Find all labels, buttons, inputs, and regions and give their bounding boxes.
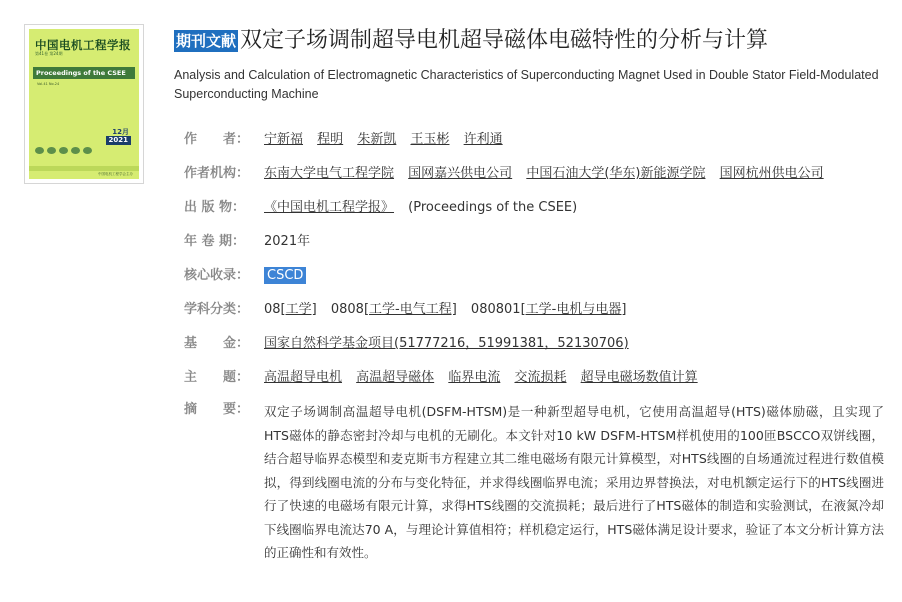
title-row — [174, 26, 892, 56]
subject-link[interactable]: [工学-电机与电器] — [520, 302, 627, 317]
abstract-row — [184, 400, 884, 565]
fund-label: 基 金： — [184, 336, 250, 351]
cover-publisher: 中国电机工程学会主办 — [98, 172, 133, 176]
affiliation-link[interactable]: 中国石油大学(华东)新能源学院 — [526, 166, 706, 181]
authors-label: 作 者： — [184, 132, 250, 147]
abstract-label: 摘 要： — [184, 402, 250, 417]
year-value: 2021年 — [264, 234, 311, 249]
logo-icon — [71, 147, 80, 154]
topic-link[interactable]: 高温超导磁体 — [356, 370, 435, 385]
cover-strip — [29, 166, 139, 171]
year-row — [184, 232, 884, 252]
core-badge: CSCD — [264, 267, 306, 284]
affiliation-link[interactable]: 国网杭州供电公司 — [719, 166, 824, 181]
topic-link[interactable]: 交流损耗 — [514, 370, 567, 385]
cover-subtitle: 第41卷 第24期 — [35, 51, 63, 56]
journal-article-tag: 期刊文献 — [176, 32, 237, 50]
affiliations-row — [184, 164, 884, 184]
affiliation-link[interactable]: 东南大学电气工程学院 — [264, 166, 395, 181]
topic-link[interactable]: 超导电磁场数值计算 — [580, 370, 698, 385]
publication-row — [184, 198, 884, 218]
cover-image — [29, 29, 139, 179]
topic-link[interactable]: 临界电流 — [448, 370, 501, 385]
fund-row — [184, 334, 884, 354]
logo-icon — [59, 147, 68, 154]
cover-journal-en: Proceedings of the CSEE — [33, 67, 135, 79]
logo-icon — [35, 147, 44, 154]
article-title: 双定子场调制超导电机超导磁体电磁特性的分析与计算 — [240, 28, 769, 53]
core-label: 核心收录： — [184, 268, 250, 283]
author-link[interactable]: 许利通 — [463, 132, 503, 147]
subject-code: 08 — [264, 302, 281, 317]
cover-logos — [35, 147, 92, 154]
cover-journal-title: 中国电机工程学报 — [35, 38, 131, 52]
author-link[interactable]: 宁新福 — [264, 132, 304, 147]
affiliation-link[interactable]: 国网嘉兴供电公司 — [408, 166, 513, 181]
topics-row — [184, 368, 884, 388]
cover-year: 2021 — [106, 136, 131, 145]
publication-name-en: (Proceedings of the CSEE) — [408, 200, 578, 215]
fund-link[interactable]: 国家自然科学基金项目(51777216，51991381，52130706) — [264, 336, 629, 351]
cover-volume: Vol.41 No.24 — [37, 82, 60, 86]
subject-code: 080801 — [470, 302, 521, 317]
subject-link[interactable]: [工学-电气工程] — [363, 302, 457, 317]
authors-row — [184, 130, 884, 150]
core-row — [184, 266, 884, 286]
article-title-en: Analysis and Calculation of Electromagnetic Characteristics of Superconducting Magnet Used in Double Stator Field-Modulated Superconducting Machine — [174, 68, 879, 101]
topic-link[interactable]: 高温超导电机 — [264, 370, 343, 385]
cover-month: 12月 — [112, 128, 129, 136]
logo-icon — [47, 147, 56, 154]
topics-label: 主 题： — [184, 370, 250, 385]
publication-link[interactable]: 《中国电机工程学报》 — [264, 200, 395, 215]
logo-icon — [83, 147, 92, 154]
author-link[interactable]: 程明 — [317, 132, 344, 147]
abstract-text: 双定子场调制高温超导电机(DSFM-HTSM)是一种新型超导电机，它使用高温超导(HTS)磁体励磁，且实现了HTS磁体的静态密封冷却与电机的无刷化。本文针对10 kW DSFM-HTSM样机使用的100匝BSCCO双饼线圈，结合超导临界态模型和麦克斯韦方程建立其二维电磁场有限元计算模型，对HTS线圈的自场通流过程进行数值模拟，得到线圈电流的分布与变化特征，并求得线圈临界电流；采用边界替换法，对电机额定运行下的HTS线圈进行了快速的电磁场有限元计算，求得HTS线圈的交流损耗；最后进行了HTS磁体的制造和实验测试，在液氮冷却下线圈临界电流达70 A，与理论计算值相符；样机稳定运行，HTS磁体满足设计要求，验证了本文分析计算方法的正确性和有效性。 — [264, 404, 884, 560]
article-metadata — [184, 130, 884, 579]
subject-link[interactable]: [工学] — [280, 302, 317, 317]
year-label: 年 卷 期： — [184, 234, 246, 249]
subject-row — [184, 300, 884, 320]
affiliations-label: 作者机构： — [184, 166, 250, 181]
author-link[interactable]: 朱新凯 — [357, 132, 397, 147]
publication-label: 出 版 物： — [184, 200, 246, 215]
author-link[interactable]: 王玉彬 — [410, 132, 450, 147]
subject-code: 0808 — [330, 302, 364, 317]
subject-label: 学科分类： — [184, 302, 250, 317]
journal-cover[interactable] — [24, 24, 144, 184]
